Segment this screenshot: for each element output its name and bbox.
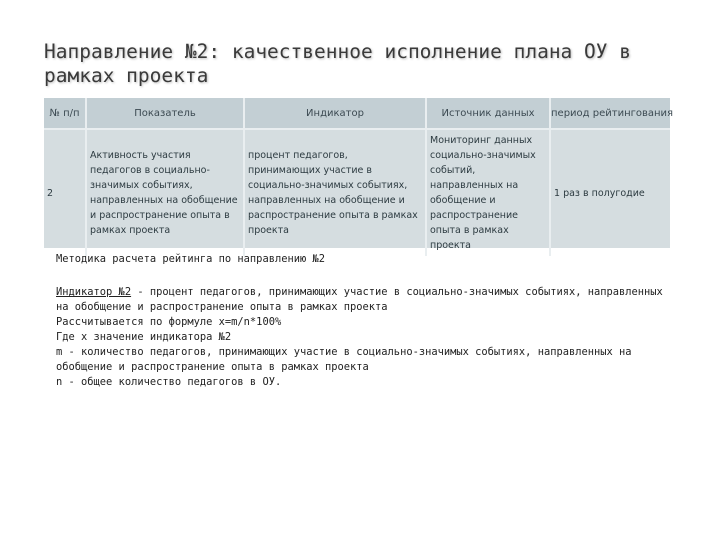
indicator-text: - процент педагогов, принимающих участие в социально-значимых событиях, направленных на обобщение и распространение опыта в рамках проекта xyxy=(56,286,663,313)
indicator-label: Индикатор №2 xyxy=(56,286,132,298)
col-header-number: № п/п xyxy=(44,98,86,129)
rating-table xyxy=(44,98,674,251)
col-header-period: период рейтингования xyxy=(550,98,670,129)
n-definition: n - общее количество педагогов в ОУ. xyxy=(56,376,282,388)
cell-indicator: Активность участия педагогов в социально-значимых событиях, направленных на обобщение и распространение опыта в рамках проекта xyxy=(86,129,244,256)
col-header-source: Источник данных xyxy=(426,98,550,129)
cell-number: 2 xyxy=(44,129,86,256)
cell-source: Мониторинг данных социально-значимых событий, направленных на обобщение и распространение опыта в рамках проекта xyxy=(426,129,550,256)
cell-period: 1 раз в полугодие xyxy=(550,129,670,256)
methodology-heading: Методика расчета рейтинга по направлению №2 xyxy=(56,253,325,265)
x-definition: Где x значение индикатора №2 xyxy=(56,331,232,343)
col-header-indicator: Показатель xyxy=(86,98,244,129)
table-header-row xyxy=(44,98,670,129)
cell-measure: процент педагогов, принимающих участие в социально-значимых событиях, направленных на обобщение и распространение опыта в рамках проекта xyxy=(244,129,426,256)
slide-title: Направление №2: качественное исполнение плана ОУ в рамках проекта xyxy=(44,40,631,87)
table-row xyxy=(44,129,670,256)
formula-line: Рассчитывается по формуле x=m/n*100% xyxy=(56,316,282,328)
methodology-block xyxy=(56,252,676,390)
m-definition: m - количество педагогов, принимающих участие в социально-значимых событиях, направленных на обобщение и распространение опыта в рамках проекта xyxy=(56,346,632,373)
indicator-definition xyxy=(56,285,676,315)
col-header-measure: Индикатор xyxy=(244,98,426,129)
